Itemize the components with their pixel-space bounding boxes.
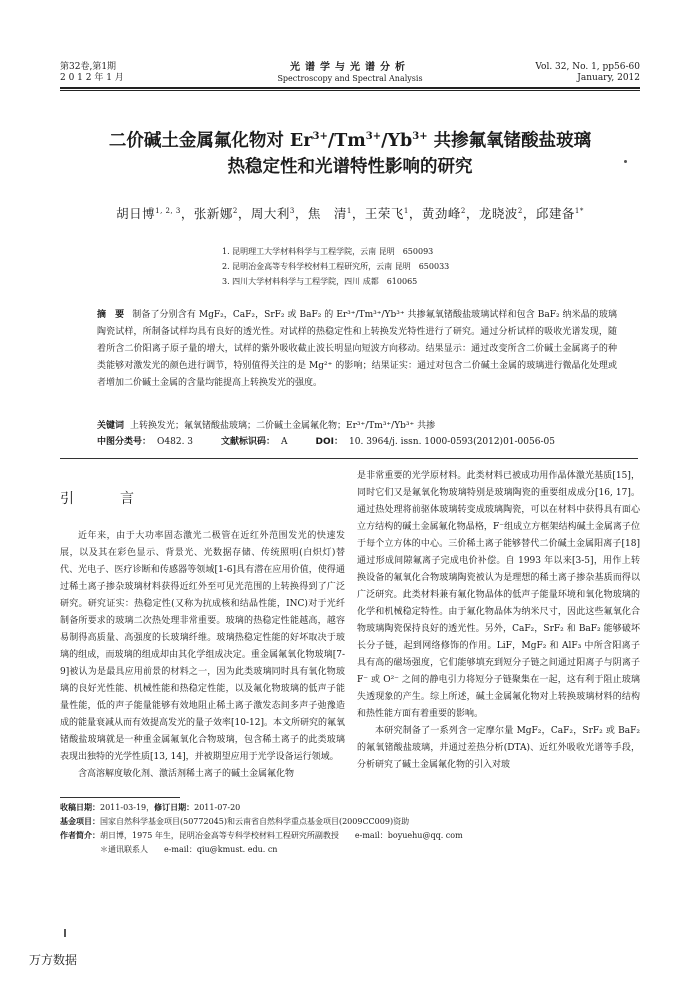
- classification-row: [97, 434, 617, 450]
- footnote-text: 2011-03-19，: [100, 803, 155, 812]
- footnote-funding: [60, 815, 640, 829]
- author: [251, 206, 295, 221]
- author: [536, 206, 584, 221]
- header-rule-thin: [60, 90, 640, 91]
- footnote-text: 胡日博，1975 年生，昆明冶金高等专科学校材料工程研究所副教授 e-mail：boyuehu@qq. com: [100, 831, 463, 840]
- author-name: 王荣飞: [364, 206, 404, 221]
- abstract-label: 摘 要: [97, 310, 125, 320]
- author: [116, 206, 181, 221]
- footnotes: [60, 801, 640, 857]
- right-column: [357, 468, 640, 774]
- footnote-text: 2011-07-20: [194, 803, 241, 812]
- affiliation-list: [222, 244, 449, 289]
- title-part: /Yb: [381, 130, 413, 151]
- title-line-1: [70, 124, 630, 154]
- clc-value: O482. 3: [157, 437, 194, 447]
- footnote-received: [60, 801, 640, 815]
- paragraph: 是非常重要的光学原材料。此类材料已被成功用作晶体激光基质[15]，同时它们又是氟氧化物玻璃特别是玻璃陶瓷的重要组成成分[16, 17]。通过热处理将前驱体玻璃转变成玻璃陶瓷，可以在材料中获得具有面心立方结构的碱土金属氟化物晶格，F⁻组成立方框架结构碱土金属离子位于每个立方体的中心。三价稀土离子能够替代二价碱土金属阳离子[18]通过形成间隙氟离子完成电价补偿。自 1993 年以来[3-5]，用作上转换设备的氟氧化合物玻璃陶瓷被认为是理想的稀土离子掺杂基质而得以广泛研究。此类材料兼有氟化物晶体的低声子能量环境和氧化物玻璃的化学和机械稳定特性。由于氟化物晶体为纳米尺寸，因此这些氟氧化合物玻璃陶瓷保持良好的透光性。另外，CaF₂，SrF₂ 和 BaF₂ 能够破坏长分子链，起到网络修饰的作用。LiF，MgF₂ 和 AlF₃ 中所含阳离子具有高的磁场强度，它们能够填充到短分子链之间通过阳离子与阴离子 F⁻ 或 O²⁻ 之间的静电引力将短分子链聚集在一起，这有利于阻止玻璃失透现象的产生。综上所述，碱土金属氟化物对上转换玻璃材料的结构和热性能方面有着重要的影响。: [357, 471, 640, 719]
- affiliation: 3. 四川大学材料科学与工程学院，四川 成都 610065: [222, 277, 418, 286]
- keywords-block: [97, 418, 617, 450]
- title-part: /Tm: [327, 130, 366, 151]
- clc-label: 中图分类号：: [97, 437, 152, 447]
- left-column: [60, 528, 345, 783]
- journal-name-cn: 光谱学与光谱分析: [290, 62, 410, 73]
- wanfang-watermark: 万方数据: [29, 953, 78, 967]
- author-name: 胡日博: [116, 206, 156, 221]
- stray-mark: [624, 160, 627, 163]
- volume-pages-en: Vol. 32, No. 1, pp56-60: [535, 62, 640, 72]
- author-name: 龙晓波: [478, 206, 518, 221]
- stray-mark: [64, 929, 66, 937]
- keywords-text: 上转换发光；氟氧锗酸盐玻璃；二价碱土金属氟化物；Er³⁺/Tm³⁺/Yb³⁺ 共掺: [130, 421, 436, 431]
- author: [194, 206, 238, 221]
- author-name: 焦 清: [307, 206, 347, 221]
- date-cn: 2 0 1 2 年 1 月: [60, 73, 124, 83]
- footnote-label: 收稿日期：: [60, 803, 100, 812]
- paragraph: 近年来，由于大功率固态激光二极管在近红外范围发光的快速发展，以及其在彩色显示、背景光、光数据存储、传统照明(白炽灯)替代、光电子、医疗诊断和传感器等领域[1-6]具有潜在应用价值，使得通过稀土离子掺杂玻璃材料获得近红外至可见光范围的上转换得到了广泛研究。研究证实：热稳定性(又称为抗成核和结晶性能，INC)对于光纤制备所要求的玻璃二次热处理非常重要。玻璃的热稳定性能越高，越容易制得高质量、高强度的长玻璃纤维。玻璃热稳定性能的好坏取决于玻璃的组成，而玻璃的组成却由其化学组成决定。重金属氟氧化物玻璃[7-9]被认为是最具应用前景的材料之一，因为此类玻璃同时具有氧化物玻璃的良好光性能、机械性能和热稳定性能，以及氟化物玻璃的低声子能量性能，低的声子能量能够有效地阻止稀土离子激发态间多声子弛豫造成的能量衰减从而有效提高发光的量子效率[10-12]。本文所研究的氟氧锗酸盐玻璃就是一种重金属氟氧化合物玻璃，包含稀土离子的此类玻璃表现出独特的光学性质[13, 14]，并被期望应用于光学设备运行领域。: [60, 531, 345, 762]
- header-rule: [60, 87, 640, 89]
- footnote-label: 基金项目：: [60, 817, 100, 826]
- paper-title: [70, 124, 630, 180]
- footnote-rule: [60, 797, 180, 798]
- affiliation: 2. 昆明冶金高等专科学校材料工程研究所，云南 昆明 650033: [222, 262, 450, 271]
- title-sup: 3+: [312, 131, 328, 142]
- title-part: 共掺氟氧锗酸盐玻璃: [427, 130, 592, 151]
- author: [365, 206, 409, 221]
- paragraph: 含高溶解度敏化剂、激活剂稀土离子的碱土金属氟化物: [78, 769, 295, 779]
- author-list: 胡日博$^{1, 2, 3}$，张新娜$^2$，周大利$^3$，焦 清$^1$，王荣飞$^1$，黄劲峰$^2$，龙晓波$^2$，邱建备$^{1*}$: [116, 206, 584, 221]
- author-aff: 2: [517, 206, 523, 215]
- doc-code-value: A: [281, 437, 288, 447]
- footnote-label: 修订日期：: [154, 803, 195, 812]
- footnote-corresponding: [60, 843, 640, 857]
- doi-value: 10. 3964/j. issn. 1000-0593(2012)01-0056-05: [349, 437, 555, 447]
- volume-issue-cn: 第32卷,第1期: [60, 62, 117, 72]
- title-sup: 3+: [412, 131, 428, 142]
- author: [479, 206, 523, 221]
- author-aff: 1, 2, 3: [155, 206, 181, 215]
- author: [308, 206, 352, 221]
- intro-heading: 引 言: [60, 491, 150, 507]
- title-part: 二价碱土金属氟化物对 Er: [108, 130, 313, 151]
- keywords-label: 关键词: [97, 421, 125, 431]
- author-name: 张新娜: [193, 206, 233, 221]
- title-sup: 3+: [365, 131, 382, 142]
- author-name: 邱建备: [535, 206, 575, 221]
- author-aff: 1: [346, 206, 352, 215]
- abstract-divider: [60, 458, 638, 459]
- issue-info: [60, 62, 124, 84]
- author-aff: 1*: [574, 206, 584, 215]
- footnote-text: ＊通讯联系人 e-mail：qiu@kmust. edu. cn: [100, 845, 278, 854]
- author: [422, 206, 466, 221]
- footnote-author-bio: [60, 829, 640, 843]
- author-name: 周大利: [250, 206, 290, 221]
- author-aff: 3: [289, 206, 295, 215]
- date-en: January, 2012: [577, 73, 640, 83]
- keywords-row: [97, 418, 617, 434]
- author-aff: 2: [460, 206, 466, 215]
- abstract: [97, 307, 617, 392]
- footnote-text: 国家自然科学基金项目(50772045)和云南省自然科学重点基金项目(2009CC009)资助: [100, 817, 410, 826]
- title-line-2: 热稳定性和光谱特性影响的研究: [227, 156, 473, 177]
- paragraph: 本研究制备了一系列含一定摩尔量 MgF₂，CaF₂，SrF₂ 或 BaF₂ 的氟氧锗酸盐玻璃，并通过差热分析(DTA)、近红外吸收光谱等手段，分析研究了碱土金属氟化物的引入对玻: [357, 726, 640, 770]
- issue-info-en: [535, 62, 640, 84]
- doc-code-label: 文献标识码：: [221, 437, 276, 447]
- author-aff: 1: [403, 206, 409, 215]
- journal-name: [240, 62, 460, 84]
- journal-name-en: Spectroscopy and Spectral Analysis: [277, 74, 423, 83]
- doi-label: DOI：: [315, 437, 344, 447]
- affiliation: 1. 昆明理工大学材料科学与工程学院，云南 昆明 650093: [222, 247, 434, 256]
- abstract-text: 制备了分别含有 MgF₂，CaF₂，SrF₂ 或 BaF₂ 的 Er³⁺/Tm³⁺/Yb³⁺ 共掺氟氧锗酸盐玻璃试样和包含 BaF₂ 纳米晶的玻璃陶瓷试样，所制备试样均具有良好的透光性。对试样的热稳定性和上转换发光特性进行了研究。通过分析试样的吸收光谱发现，随着所含二价阳离子原子量的增大，试样的紫外吸收截止波长明显向短波方向移动。结果显示：通过改变所含二价碱土金属离子的种类能够对激发光的颜色进行调节，特别值得关注的是 Mg²⁺ 的影响；结果证实：通过对包含二价碱土金属的玻璃进行微晶化处理或者增加二价碱土金属的含量均能提高上转换发光的强度。: [97, 310, 617, 388]
- author-name: 黄劲峰: [421, 206, 461, 221]
- author-aff: 2: [232, 206, 238, 215]
- footnote-label: 作者简介：: [60, 831, 100, 840]
